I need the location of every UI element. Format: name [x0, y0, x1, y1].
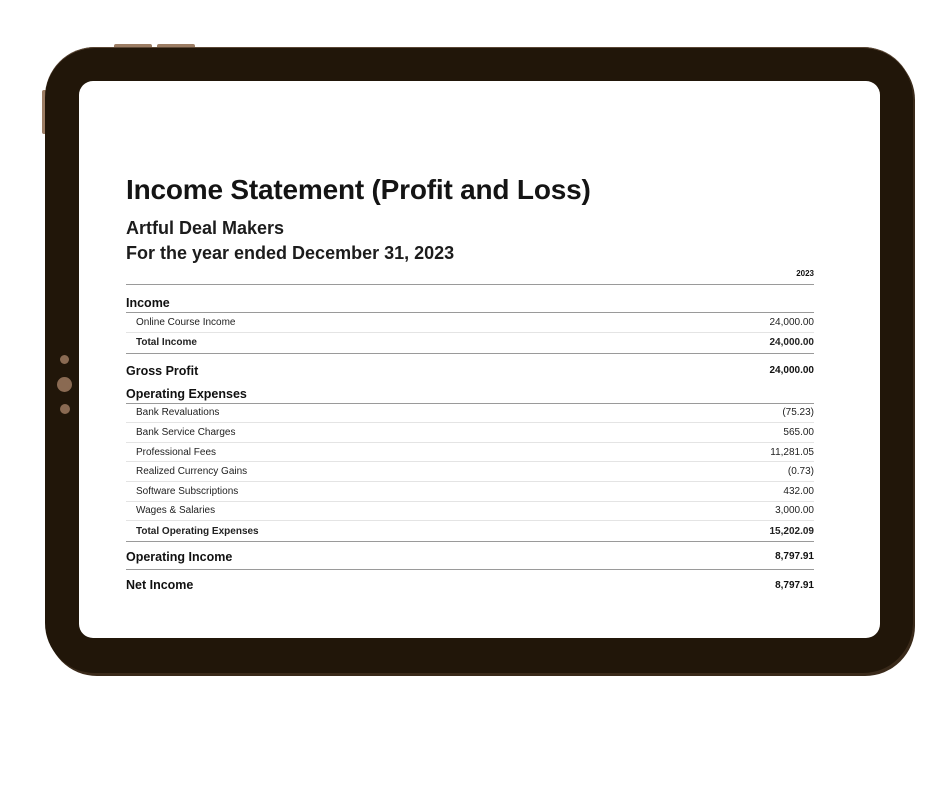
sensor-dot	[60, 355, 69, 364]
total-operating-expenses-row	[126, 521, 814, 542]
row-amount: (75.23)	[782, 407, 814, 419]
row-label: Professional Fees	[136, 446, 217, 458]
table-row	[126, 423, 814, 443]
section-heading-operating-expenses: Operating Expenses	[126, 384, 814, 404]
table-row	[126, 313, 814, 333]
row-label: Bank Service Charges	[136, 426, 236, 438]
row-label: Wages & Salaries	[136, 505, 216, 517]
row-amount: 15,202.09	[769, 525, 814, 537]
report-title: Income Statement (Profit and Loss)	[126, 174, 591, 205]
row-label: Net Income	[126, 578, 194, 593]
row-amount: 565.00	[783, 426, 814, 438]
gross-profit-row	[126, 354, 814, 384]
table-row	[126, 443, 814, 463]
row-label: Total Operating Expenses	[136, 525, 259, 537]
table-row	[126, 482, 814, 502]
total-income-row	[126, 333, 814, 354]
net-income-row	[126, 570, 814, 598]
row-amount: 24,000.00	[769, 316, 814, 328]
report-period: For the year ended December 31, 2023	[126, 243, 455, 263]
operating-income-row	[126, 542, 814, 570]
row-label: Realized Currency Gains	[136, 466, 248, 478]
row-label: Software Subscriptions	[136, 485, 239, 497]
row-amount: 8,797.91	[775, 551, 814, 563]
row-amount: 24,000.00	[769, 365, 814, 377]
row-label: Bank Revaluations	[136, 407, 220, 419]
tablet-screen	[79, 81, 880, 638]
row-amount: 8,797.91	[775, 579, 814, 591]
camera-icon	[57, 377, 72, 392]
table-row	[126, 462, 814, 482]
row-amount: 432.00	[783, 485, 814, 497]
table-row	[126, 404, 814, 424]
row-amount: (0.73)	[787, 466, 814, 478]
row-amount: 24,000.00	[769, 337, 814, 349]
row-label: Total Income	[136, 337, 197, 349]
section-heading-income: Income	[126, 285, 814, 313]
income-statement-document	[126, 173, 814, 598]
row-label: Operating Income	[126, 549, 233, 564]
sensor-dot	[60, 404, 70, 414]
row-label: Gross Profit	[126, 363, 199, 378]
table-row	[126, 502, 814, 522]
column-header-year: 2023	[126, 268, 814, 285]
row-amount: 11,281.05	[770, 446, 814, 458]
row-amount: 3,000.00	[775, 505, 814, 517]
organization-name: Artful Deal Makers	[126, 218, 285, 238]
row-label: Online Course Income	[136, 316, 236, 328]
